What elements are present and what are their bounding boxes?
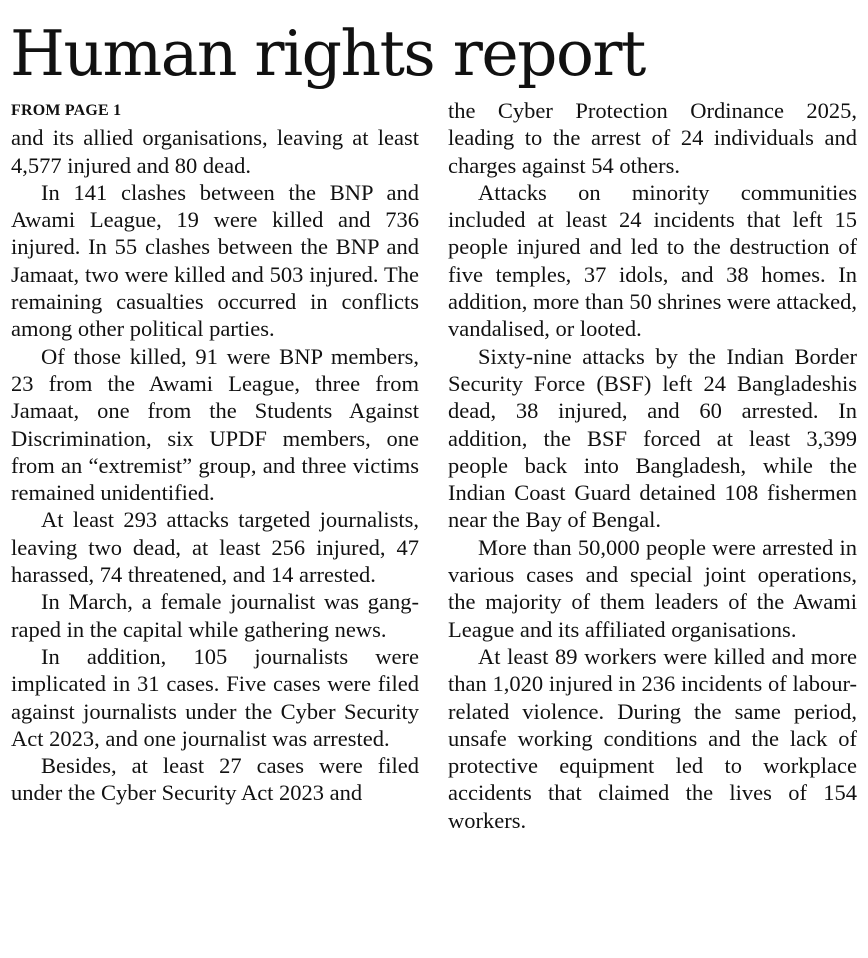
paragraph-bsf-attacks: Sixty-nine attacks by the Indian Border Security Force (BSF) left 24 Bangladeshis dead, 38 injured, and 60 arrested. In addition, the BSF forced at least 3,399 people back into Bangladesh, while the Indian Coast Guard detained 108 fishermen near the Bay of Bengal. <box>448 343 857 533</box>
left-column <box>11 97 419 807</box>
paragraph-arrests: More than 50,000 people were arrested in various cases and special joint operations, the majority of them leaders of the Awami League and its affiliated organisations. <box>448 534 857 642</box>
kicker-from-page: FROM PAGE 1 <box>11 102 122 119</box>
paragraph-female-journalist: In March, a female journalist was gang-raped in the capital while gathering news. <box>11 589 419 642</box>
paragraph-journalist-attacks: At least 293 attacks targeted journalists, leaving two dead, at least 256 injured, 47 harassed, 74 threatened, and 14 arrested. <box>11 507 419 588</box>
paragraph-minority-attacks: Attacks on minority communities included at least 24 incidents that left 15 people injured and led to the destruction of five temples, 37 idols, and 38 homes. In addition, more than 50 shrines were attacked, vandalised, or looted. <box>448 179 857 342</box>
paragraph-killed: Of those killed, 91 were BNP members, 23 from the Awami League, three from Jamaat, one from the Students Against Discrimination, six UPDF members, one from an “extremist” group, and three victims remained unidentified. <box>11 343 419 506</box>
paragraph-journalist-cases: In addition, 105 journalists were implicated in 31 cases. Five cases were filed against journalists under the Cyber Security Act 2023, and one journalist was arrested. <box>11 643 419 751</box>
headline: Human rights report <box>10 17 645 90</box>
paragraph-clashes: In 141 clashes between the BNP and Awami League, 19 were killed and 736 injured. In 55 clashes between the BNP and Jamaat, two were killed and 503 injured. The remaining casualties occurred in conflicts among other political parties. <box>11 179 419 342</box>
paragraph-workers: At least 89 workers were killed and more than 1,020 injured in 236 incidents of labour-related violence. During the same period, unsafe working conditions and the lack of protective equipment led to workplace accidents that claimed the lives of 154 workers. <box>448 643 857 833</box>
paragraph-continued: and its allied organisations, leaving at least 4,577 injured and 80 dead. <box>11 125 419 178</box>
paragraph-cyber-cases-continued: the Cyber Protection Ordinance 2025, leading to the arrest of 24 individuals and charges against 54 others. <box>448 98 857 178</box>
paragraph-cyber-cases: Besides, at least 27 cases were filed under the Cyber Security Act 2023 and <box>11 753 419 806</box>
right-column <box>448 97 857 834</box>
